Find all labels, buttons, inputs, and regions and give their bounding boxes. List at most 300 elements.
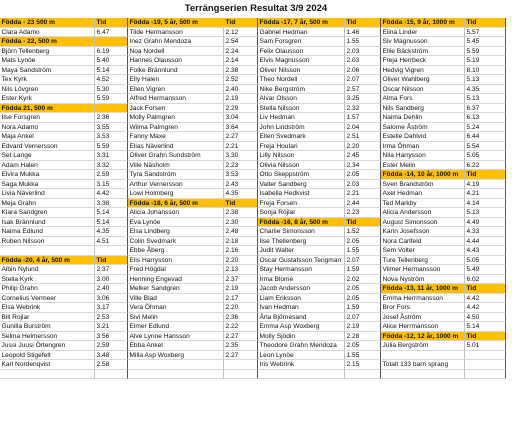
runner-name: Lowi Holmberg [128,189,224,199]
runner-name: Melker Sandgren [128,284,224,294]
runner-time: 5.45 [465,37,506,47]
runner-name: Sam Forsgren [258,37,345,47]
runner-time: 5.57 [465,28,506,38]
runner-time: 4.52 [95,75,128,85]
runner-name: Oliver Wahlberg [381,75,465,85]
group-header: Födda - 22, 500 m [0,37,95,47]
runner-time: 2.05 [345,341,381,351]
runner-name: Saga Mukka [0,180,95,190]
runner-name: Milla Asp Woxberg [128,351,224,361]
runner-name: Emma Herrmansson [381,294,465,304]
runner-time: 6.22 [465,161,506,171]
runner-name: Olivia Nilsson [258,161,345,171]
runner-name: Klara Sandgren [0,208,95,218]
group-header: Födda -13, 11 år, 1000 m [381,284,465,294]
runner-name: Liam Eriksson [258,294,345,304]
runner-name: John Lindström [258,123,345,133]
runner-time: 2.54 [224,37,258,47]
runner-name: Jack Forsen [128,104,224,114]
runner-time: 2.51 [345,132,381,142]
runner-name: Gabriel Hedman [258,28,345,38]
runner-time: 2.23 [224,161,258,171]
runner-time: 2.13 [224,265,258,275]
runner-name [381,351,465,361]
runner-time: 2.52 [224,75,258,85]
runner-name: Maja Ankel [0,132,95,142]
runner-time: 2.18 [224,237,258,247]
runner-name: Elina Linder [381,28,465,38]
runner-name: Colin Svedmark [128,237,224,247]
runner-time [465,370,506,380]
runner-name: Elias Näverlind [128,142,224,152]
runner-time: 2.20 [224,256,258,266]
runner-name: Theo Nordell [258,75,345,85]
runner-name: Maya Sandström [0,66,95,76]
runner-name: Oliver Nilsson [258,66,345,76]
runner-name: Liv Hedman [258,113,345,123]
time-header: Tid [465,18,506,28]
runner-name: Josef Åström [381,313,465,323]
runner-time: 2.57 [345,85,381,95]
runner-time: 2.16 [224,246,258,256]
runner-time: 2.37 [224,275,258,285]
group-header: Födda 21, 500 m [0,104,95,114]
runner-time: 2.32 [345,104,381,114]
runner-name: Cornelius Vermeer [0,294,95,304]
runner-name: Siv Magnusson [381,37,465,47]
runner-time: 2.03 [345,56,381,66]
runner-name: Alma Fors [381,94,465,104]
runner-name: Stella Kyrk [0,275,95,285]
runner-time: 2.05 [345,294,381,304]
runner-name [128,370,224,380]
runner-time: 2.35 [224,341,258,351]
runner-time: 5.05 [465,151,506,161]
runner-time: 3.00 [95,275,128,285]
runner-name: Estelle Dahlvid [381,132,465,142]
runner-name: Ted Markby [381,199,465,209]
runner-time [465,360,506,370]
runner-name: Freja Forsen [258,199,345,209]
runner-name: Philip Grahn [0,284,95,294]
runner-time: 3.64 [224,123,258,133]
group-header: Födda -16, 8 år, 500 m [258,218,345,228]
runner-time: 2.20 [345,142,381,152]
runner-time: 3.21 [95,322,128,332]
runner-name: Nora Adamo [0,123,95,133]
runner-time: 5.05 [465,256,506,266]
runner-name: Arthur Vernersson [128,180,224,190]
runner-time: 5.59 [95,94,128,104]
runner-time: 5.40 [95,56,128,66]
group-header: Födda -17, 7 år, 500 m [258,18,345,28]
runner-name: Alicia Johansson [128,208,224,218]
runner-name: Noa Nordell [128,47,224,57]
runner-time: 2.29 [224,104,258,114]
runner-name: Irma Öhman [381,142,465,152]
runner-time: 8.10 [465,66,506,76]
runner-name: Nils Sandberg [381,104,465,114]
runner-name: Oliver Grahn Sundström [128,151,224,161]
results-grid [0,18,506,379]
runner-time: 5.30 [95,85,128,95]
runner-time: 3.48 [95,351,128,361]
runner-time: 5.14 [95,66,128,76]
time-header [95,37,128,47]
runner-time: 1.55 [345,246,381,256]
runner-name: Meja Grahn [0,199,95,209]
runner-time: 2.36 [95,113,128,123]
runner-time: 3.55 [95,123,128,133]
runner-time: 2.19 [224,284,258,294]
runner-name: Nils Lövgren [0,85,95,95]
runner-name: Nila Harrysson [381,151,465,161]
runner-name: Karin Josefsson [381,227,465,237]
runner-time [224,370,258,380]
runner-time: 4.49 [465,218,506,228]
runner-name: Livia Näverlind [0,189,95,199]
runner-time [95,370,128,380]
runner-name: Eva Lynöe [128,218,224,228]
group-header: Födda -18, 6 år, 500 m [128,199,224,209]
runner-name: Ester Melin [381,161,465,171]
runner-time: 3.15 [95,180,128,190]
runner-name: Freja Herrbeck [381,56,465,66]
runner-time: 3.31 [95,151,128,161]
group-header: Födda -15, 9 år, 1000 m [381,18,465,28]
runner-name: Ebbe Åberg [128,246,224,256]
runner-name: Bror Fors [381,303,465,313]
runner-time: 3.25 [345,94,381,104]
runner-name: Oscar Nilsson [381,85,465,95]
runner-name: Elly Halen [128,75,224,85]
runner-time: 2.12 [224,28,258,38]
runner-name: Julia Bergström [381,341,465,351]
runner-time: 6.02 [465,275,506,285]
runner-time: 5.59 [465,47,506,57]
runner-name: Mats Lynöe [0,56,95,66]
runner-time: 2.07 [345,75,381,85]
runner-time: 2.07 [345,313,381,323]
runner-name: Clara Adamo [0,28,95,38]
runner-name: Lilly Nilsson [258,151,345,161]
runner-name: Set Lange [0,151,95,161]
runner-time: 2.38 [224,66,258,76]
runner-time: 3.17 [95,303,128,313]
runner-time: 4.33 [465,227,506,237]
runner-time: 5.13 [465,208,506,218]
runner-time: 2.48 [224,227,258,237]
runner-name: Henning Engevad [128,275,224,285]
runner-name: Salome Åström [381,123,465,133]
runner-name: Isak Brännlund [0,218,95,228]
runner-name: Stay Hermansson [258,265,345,275]
runner-time: 4.19 [465,180,506,190]
runner-time: 2.17 [224,294,258,304]
time-header: Tid [224,18,258,28]
runner-time [224,360,258,370]
runner-time: 5.49 [465,265,506,275]
runner-time: 2.45 [345,151,381,161]
runner-time: 1.46 [345,28,381,38]
runner-name: Sivi Melin [128,313,224,323]
runner-time: 2.03 [345,180,381,190]
time-header: Tid [465,284,506,294]
time-header: Tid [95,18,128,28]
runner-name: Gunilla Burström [0,322,95,332]
runner-name: Wilma Palmgren [128,123,224,133]
runner-time: 3.06 [95,294,128,304]
runner-name: Elmer Edlund [128,322,224,332]
runner-time: 2.43 [224,180,258,190]
runner-time: 4.42 [465,294,506,304]
runner-time: 2.06 [345,66,381,76]
runner-name: Sven Brandström [381,180,465,190]
runner-time: 3.30 [224,151,258,161]
runner-time [345,370,381,380]
runner-time: 5.54 [465,142,506,152]
runner-name: Oscar Gustafsson Tengman [258,256,345,266]
runner-name: Ilse Thellenberg [258,237,345,247]
runner-name: Tex Kyrk [0,75,95,85]
runner-time: 2.53 [95,313,128,323]
runner-name: Adam Halen [0,161,95,171]
runner-name: Emma Asp Woxberg [258,322,345,332]
runner-time: 2.14 [224,56,258,66]
runner-time: 2.27 [224,132,258,142]
runner-time: 1.55 [345,351,381,361]
runner-time: 2.37 [95,265,128,275]
runner-name: Leopold Stigefelt [0,351,95,361]
time-header: Tid [345,18,381,28]
runner-time: 3.38 [95,199,128,209]
runner-time: 2.04 [345,123,381,133]
runner-time: 2.36 [224,313,258,323]
runner-time [465,351,506,361]
runner-name: Vera Öhman [128,303,224,313]
runner-time: 2.38 [224,208,258,218]
runner-name: Bill Rojlar [0,313,95,323]
runner-name: Felix Olausson [258,47,345,57]
runner-name: Hedvig Vigren [381,66,465,76]
runner-time: 2.15 [345,360,381,370]
runner-name: Fanny Maxe [128,132,224,142]
runner-name: Edvard Vernersson [0,142,95,152]
runner-name: Karl Nordenqvist [0,360,95,370]
runner-time: 2.28 [345,332,381,342]
runner-time: 6.13 [465,113,506,123]
runner-name: Axel Hedman [381,189,465,199]
runner-time: 4.50 [465,313,506,323]
runner-name: Elvira Mukka [0,170,95,180]
runner-name: Isabella Hedkvist [258,189,345,199]
runner-name: Folke Brännlund [128,66,224,76]
runner-name: Irma Blomé [258,275,345,285]
runner-name [258,370,345,380]
runner-time: 6.19 [95,47,128,57]
runner-time: 3.56 [95,332,128,342]
runner-time: 2.19 [224,94,258,104]
runner-time: 2.21 [345,189,381,199]
runner-time: 6.37 [465,104,506,114]
runner-time: 2.30 [224,218,258,228]
runner-name: Ville Näsholm [128,161,224,171]
runner-name: Vilmer Hermansson [381,265,465,275]
time-header: Tid [95,256,128,266]
runner-name: Charlie Simonsson [258,227,345,237]
runner-time: 2.44 [345,199,381,209]
runner-time: 2.05 [345,284,381,294]
runner-time: 2.07 [345,256,381,266]
time-header: Tid [465,170,506,180]
runner-name: Ville Blad [128,294,224,304]
runner-name: Molly Palmgren [128,113,224,123]
runner-name: Elsa Webrink [0,303,95,313]
runner-time: 5.14 [95,218,128,228]
sheet-title: Terrängserien Resultat 3/9 2024 [184,3,328,14]
runner-time: 5.59 [95,142,128,152]
runner-name: Ruben Nilsson [0,237,95,247]
runner-name: Molly Sjödin [258,332,345,342]
runner-time: 2.23 [345,208,381,218]
runner-time: 2.34 [345,161,381,171]
runner-time: 5.14 [465,322,506,332]
runner-time: 2.27 [224,332,258,342]
runner-time: 4.42 [95,189,128,199]
runner-name: Elvis Magnusson [258,56,345,66]
time-header: Tid [345,218,381,228]
runner-name [0,246,95,256]
runner-time: 2.59 [95,341,128,351]
runner-name: Alice Herrmansson [381,322,465,332]
runner-time: 2.20 [224,303,258,313]
runner-time: 2.05 [345,170,381,180]
runner-name: Naima Edlund [0,227,95,237]
runner-name: Fred Högdal [128,265,224,275]
runner-name: Björn Tellenberg [0,47,95,57]
runner-name: Naima Dehlin [381,113,465,123]
runner-time: 2.24 [224,47,258,57]
runner-time: 4.51 [95,237,128,247]
runner-name: Leon Lynöe [258,351,345,361]
group-header: Födda -19, 5 år, 500 m [128,18,224,28]
runner-time: 2.59 [95,170,128,180]
runner-time: 5.13 [465,75,506,85]
runner-name: Alve Lynne Hansson [128,332,224,342]
runner-name: Freja Houtari [258,142,345,152]
group-header: Födda -12, 12 år, 1000 m [381,332,465,342]
runner-time: 4.35 [465,85,506,95]
runner-time: 4.43 [465,246,506,256]
runner-name: Ester Kyrk [0,94,95,104]
runner-time: 4.21 [465,189,506,199]
runner-time: 2.19 [345,322,381,332]
runner-name: Ivan Hedman [258,303,345,313]
runner-time: 3.04 [224,113,258,123]
runner-time: 1.52 [345,227,381,237]
runner-name: Hannes Olausson [128,56,224,66]
runner-time: 6.44 [465,132,506,142]
runner-time: 5.19 [465,56,506,66]
runner-name: Judit Walter [258,246,345,256]
runner-name: Ellie Bäckström [381,47,465,57]
runner-time: 4.42 [465,303,506,313]
runner-name: Alfred Hermansson [128,94,224,104]
runner-time: 2.40 [224,85,258,95]
runner-name: Ebba Ankel [128,341,224,351]
runner-time: 3.32 [95,161,128,171]
runner-name: Inez Grahn Mendoza [128,37,224,47]
runner-name: Ture Tellenberg [381,256,465,266]
runner-name: Nora Carlfeld [381,237,465,247]
runner-time: 2.40 [95,284,128,294]
runner-name: Ellen Svedmark [258,132,345,142]
runner-name: Nike Bergström [258,85,345,95]
runner-time: 6.47 [95,28,128,38]
runner-name: Stella Nilsson [258,104,345,114]
time-header [95,104,128,114]
runner-time: 2.02 [345,275,381,285]
runner-name: Elis Harrysson [128,256,224,266]
runner-name: Theodore Grahn Mendoza [258,341,345,351]
group-header: Födda - 23 500 m [0,18,95,28]
group-header: Födda -20, 4 år, 500 m [0,256,95,266]
runner-name: Tilde Hermansson [128,28,224,38]
runner-time: 2.21 [224,142,258,152]
runner-name: Valter Sandberg [258,180,345,190]
runner-name [0,370,95,380]
runner-name: Ellen Vigren [128,85,224,95]
runner-name: Iris Webrink [258,360,345,370]
runner-name: Alicia Andersson [381,208,465,218]
runner-name: Årla Björnesand [258,313,345,323]
runner-name: Otto Skeppström [258,170,345,180]
runner-time: 4.35 [95,227,128,237]
time-header: Tid [465,332,506,342]
runner-time: 1.59 [345,303,381,313]
runner-name: Selma Helmersson [0,332,95,342]
runner-name: Sonja Röjlar [258,208,345,218]
runner-time: 4.14 [465,199,506,209]
runner-time: 5.24 [465,123,506,133]
runner-time: 5.14 [95,208,128,218]
runner-time: 2.05 [345,237,381,247]
runner-name [128,360,224,370]
runner-name: Sem Volter [381,246,465,256]
runner-name: Nova Nyström [381,275,465,285]
runner-time: 3.53 [95,132,128,142]
runner-time [95,246,128,256]
runner-name: August Simonsson [381,218,465,228]
runner-time: 3.53 [224,170,258,180]
runner-name: Alvar Olsson [258,94,345,104]
runner-name [381,370,465,380]
runner-name: Jacob Andersson [258,284,345,294]
runner-time: 5.01 [465,341,506,351]
runner-name: Elsa Lindberg [128,227,224,237]
runner-time: 2.03 [345,47,381,57]
runner-name: Albin Nylund [0,265,95,275]
runner-time: 4.44 [465,237,506,247]
runner-name: Ilse Forsgren [0,113,95,123]
runner-time: 1.55 [345,37,381,47]
runner-time: 2.27 [224,351,258,361]
runner-time: 1.57 [345,113,381,123]
group-header: Födda -14, 10 år, 1000 m [381,170,465,180]
runner-name: Jussi Juusi Örtengren [0,341,95,351]
runner-name: Tyra Sandström [128,170,224,180]
runner-time: 4.35 [224,189,258,199]
